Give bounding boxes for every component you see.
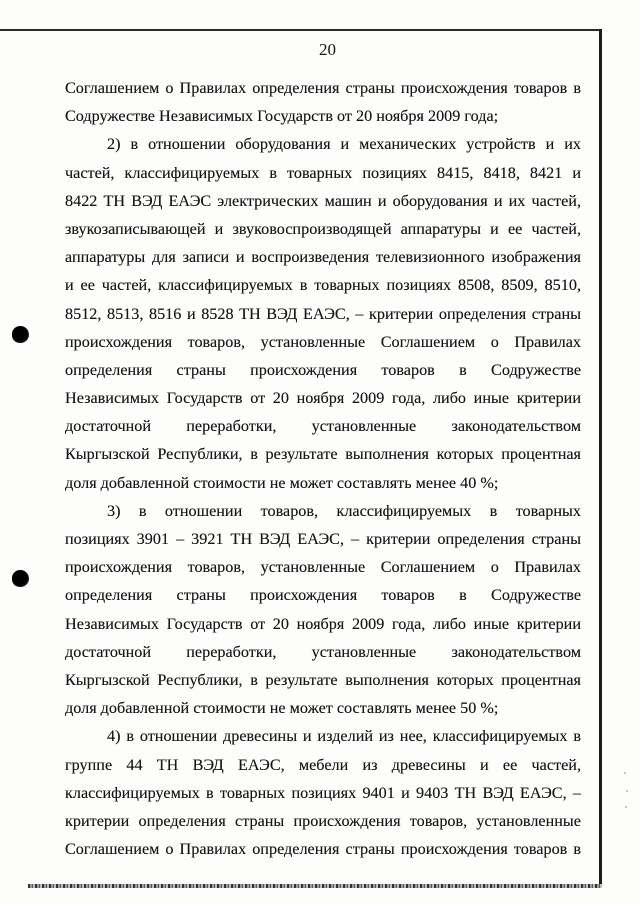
text-line: 8422 ТН ВЭД ЕАЭС электрических машин и оборудования и их частей, [65,191,581,210]
text-line: классифицируемых в товарных позициях 9401 и 9403 ТН ВЭД ЕАЭС, – [65,783,581,802]
scan-speck [626,790,628,792]
page-frame-bottom [28,884,602,888]
text-line: и ее частей, классифицируемых в товарных позициях 8508, 8509, 8510, [65,276,581,295]
text-line: Содружестве Независимых Государств от 20 ноября 2009 года; [65,107,499,126]
text-line: доля добавленной стоимости не может составлять менее 40 %; [65,473,499,492]
text-line: определения страны происхождения товаров в Содружестве [65,360,581,379]
scan-speck [625,806,627,808]
text-line: доля добавленной стоимости не может составлять менее 50 %; [65,699,499,718]
punch-hole [12,570,29,587]
page-frame-right [599,29,602,888]
text-line: Кыргызской Республики, в результате выполнения которых процентная [65,445,581,464]
text-line: позициях 3901 – 3921 ТН ВЭД ЕАЭС, – критерии определения страны [65,530,581,548]
document-body [65,74,581,863]
text-line: Кыргызской Республики, в результате выполнения которых процентная [65,670,581,689]
text-line: звукозаписывающей и звуковоспроизводящей аппаратуры и ее частей, [65,219,581,238]
paragraph [65,722,581,863]
text-line: происхождения товаров, установленные Соглашением о Правилах [65,558,581,577]
text-line: Соглашением о Правилах определения страны происхождения товаров в [65,79,581,97]
text-line: частей, классифицируемых в товарных позициях 8415, 8418, 8421 и [65,163,581,182]
paragraph [65,74,581,130]
text-line: 8512, 8513, 8516 и 8528 ТН ВЭД ЕАЭС, – критерии определения страны [65,304,581,323]
text-line: группе 44 ТН ВЭД ЕАЭС, мебели из древесины и ее частей, [65,755,581,774]
paragraph [65,130,581,496]
scan-speck [624,772,626,774]
text-line: определения страны происхождения товаров в Содружестве [65,586,581,605]
text-line: достаточной переработки, установленные законодательством [65,642,581,661]
punch-hole [12,326,29,343]
page-number: 20 [319,40,336,59]
text-line: критерии определения страны происхождения товаров, установленные [65,811,581,830]
text-line: достаточной переработки, установленные законодательством [65,417,581,436]
text-line: Независимых Государств от 20 ноября 2009 года, либо иные критерии [65,389,581,408]
text-line: Независимых Государств от 20 ноября 2009 года, либо иные критерии [65,614,581,633]
paragraph [65,497,581,723]
text-line: Соглашением о Правилах определения страны происхождения товаров в [65,840,581,859]
text-line: аппаратуры для записи и воспроизведения телевизионного изображения [65,248,581,267]
text-line: 3) в отношении товаров, классифицируемых в товарных [107,501,581,520]
text-line: 2) в отношении оборудования и механических устройств и их [107,135,581,154]
text-line: 4) в отношении древесины и изделий из нее, классифицируемых в [107,727,581,746]
page-frame-top [0,29,602,31]
text-line: происхождения товаров, установленные Соглашением о Правилах [65,332,581,351]
